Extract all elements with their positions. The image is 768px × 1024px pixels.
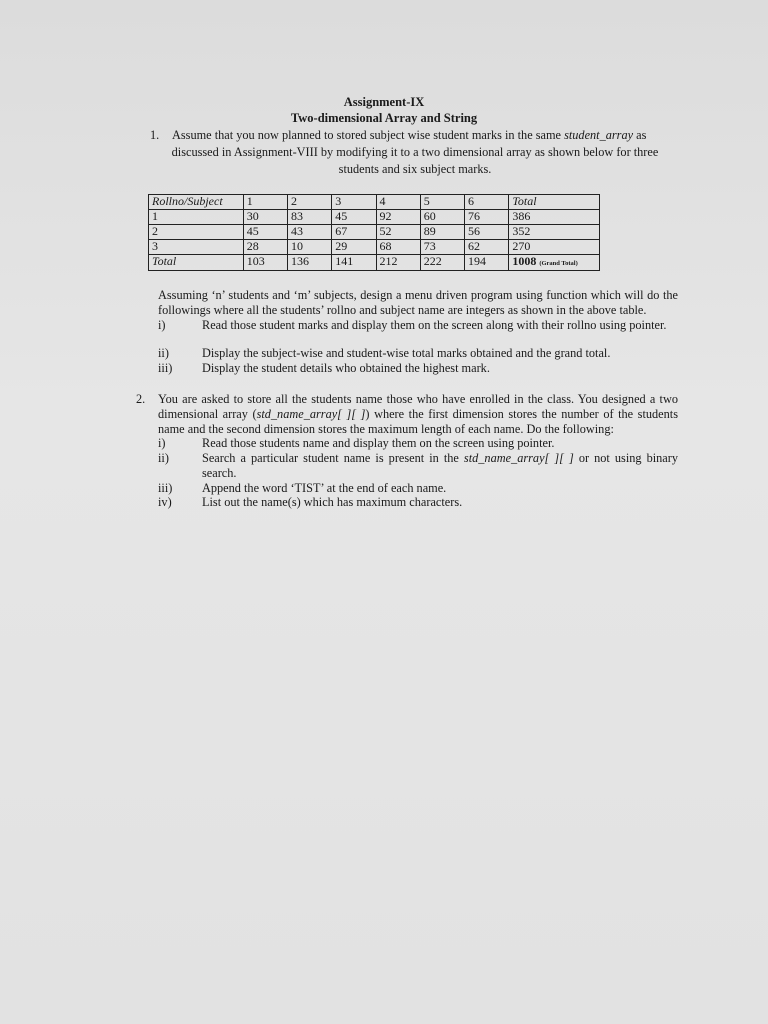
table-header-cell: Total [509, 195, 600, 210]
table-cell: 67 [332, 225, 376, 240]
question-1-text-a: Assume that you now planned to stored subject wise student marks in the same [172, 128, 565, 142]
table-cell: 52 [376, 225, 420, 240]
table-cell: 141 [332, 255, 376, 271]
list-item-text: Display the student details who obtained the highest mark. [202, 361, 490, 375]
list-item [158, 361, 678, 376]
table-cell: 60 [420, 210, 464, 225]
marks-table [148, 194, 600, 271]
table-cell: 1 [149, 210, 244, 225]
table-cell: 45 [243, 225, 287, 240]
list-item [158, 481, 678, 496]
table-cell: 68 [376, 240, 420, 255]
table-cell: 83 [287, 210, 331, 225]
grand-total-note: (Grand Total) [539, 260, 578, 267]
table-cell: 3 [149, 240, 244, 255]
table-cell: 194 [465, 255, 509, 271]
list-item [158, 436, 678, 451]
table-cell: 29 [332, 240, 376, 255]
std-name-array-ref: std_name_array[ ][ ] [463, 451, 574, 465]
table-cell: 352 [509, 225, 600, 240]
list-item-numeral: ii) [158, 451, 169, 465]
list-item-numeral: ii) [158, 346, 169, 360]
table-cell: 62 [465, 240, 509, 255]
question-2-statement [158, 392, 678, 437]
table-row [149, 225, 600, 240]
list-item-text [202, 451, 678, 481]
table-cell: 56 [465, 225, 509, 240]
table-header-cell: 3 [332, 195, 376, 210]
table-cell: 103 [243, 255, 287, 271]
table-cell: 76 [465, 210, 509, 225]
table-header-cell: 6 [465, 195, 509, 210]
list-item-text: Read those student marks and display them on the screen along with their rollno using pointer. [202, 318, 667, 332]
question-1-statement [150, 127, 680, 178]
question-2-text-b: ) where the first dimension stores the number of the students name and the second dimension stores the maximum length of each name. Do the following: [158, 407, 678, 436]
question-1-line-3: students and six subject marks. [338, 162, 492, 176]
table-header-cell: 5 [420, 195, 464, 210]
student-array-name: student_array [564, 128, 634, 142]
question-2-text-a: You are asked to store all the students name those who have enrolled in the class. You designed a two dimensional array ( [158, 392, 678, 421]
table-header-cell: Rollno/Subject [149, 195, 244, 210]
table-cell: 2 [149, 225, 244, 240]
question-1-number: 1. [150, 128, 160, 142]
list-item-numeral: iv) [158, 495, 172, 509]
table-cell: 28 [243, 240, 287, 255]
table-cell: 212 [376, 255, 420, 271]
grand-total-cell [509, 255, 600, 271]
table-cell: 30 [243, 210, 287, 225]
list-item-numeral: iii) [158, 481, 173, 495]
table-total-row [149, 255, 600, 271]
question-2-number: 2. [136, 392, 146, 406]
assignment-title: Assignment-IX [343, 95, 425, 109]
table-row [149, 210, 600, 225]
table-cell: 10 [287, 240, 331, 255]
list-item-text: Display the subject-wise and student-wise total marks obtained and the grand total. [202, 346, 611, 360]
assignment-subtitle: Two-dimensional Array and String [290, 111, 478, 125]
list-item-numeral: i) [158, 436, 166, 450]
question-1-line-2: discussed in Assignment-VIII by modifying it to a two dimensional array as shown below for three [171, 145, 659, 159]
list-item [158, 495, 678, 510]
table-cell: Total [149, 255, 244, 271]
list-item [158, 346, 678, 361]
list-item-text: Read those students name and display them on the screen using pointer. [202, 436, 555, 450]
table-cell: 89 [420, 225, 464, 240]
question-1-text-b: as [633, 128, 647, 142]
grand-total-value: 1008 [512, 254, 537, 268]
table-header-cell: 1 [243, 195, 287, 210]
list-item-numeral: i) [158, 318, 166, 332]
table-header-cell: 2 [287, 195, 331, 210]
question-1-intro: Assuming ‘n’ students and ‘m’ subjects, design a menu driven program using function which will do the followings where all the students’ rollno and subject name are integers as shown in the above table. [158, 288, 678, 317]
table-cell: 45 [332, 210, 376, 225]
table-cell: 270 [509, 240, 600, 255]
list-item-text-a: Search a particular student name is present in the [202, 451, 464, 465]
std-name-array-name: std_name_array[ ][ ] [256, 407, 366, 421]
table-row [149, 240, 600, 255]
table-cell: 386 [509, 210, 600, 225]
list-item [158, 318, 678, 333]
list-item-text: List out the name(s) which has maximum characters. [202, 495, 463, 509]
table-cell: 43 [287, 225, 331, 240]
table-header-row [149, 195, 600, 210]
table-cell: 222 [420, 255, 464, 271]
table-cell: 92 [376, 210, 420, 225]
list-item-text-b: or not using binary search. [202, 451, 678, 480]
list-item [158, 451, 678, 481]
list-item-numeral: iii) [158, 361, 173, 375]
list-item-text: Append the word ‘TIST’ at the end of each name. [202, 481, 447, 495]
table-cell: 73 [420, 240, 464, 255]
table-cell: 136 [287, 255, 331, 271]
table-header-cell: 4 [376, 195, 420, 210]
